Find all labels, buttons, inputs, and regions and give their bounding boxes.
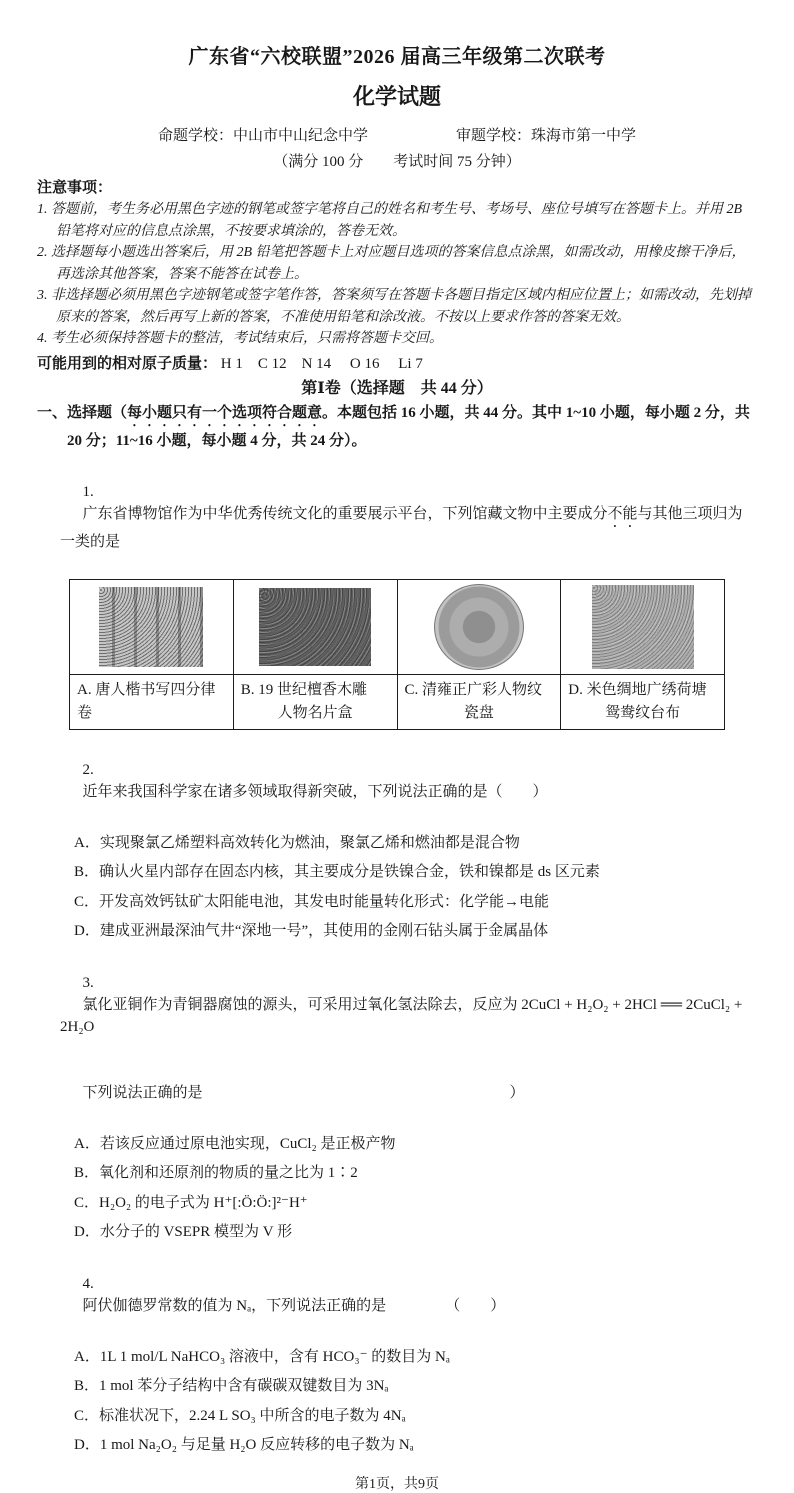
exam-subject-title: 化学试题 xyxy=(352,84,441,109)
question-3-option-a: A．若该反应通过原电池实现，CuCl₂ 是正极产物 xyxy=(74,1135,396,1152)
porcelain-plate-photo xyxy=(434,584,524,670)
question-4-stem-text: 阿伏伽德罗常数的值为 Nₐ，下列说法正确的是 xyxy=(82,1297,387,1314)
artifact-table xyxy=(69,579,725,730)
question-3-number: 3. xyxy=(82,974,94,991)
reviewer-school: 审题学校：珠海市第一中学 xyxy=(456,128,637,144)
artifact-caption-row xyxy=(70,674,725,729)
question-4-option-a: A．1L 1 mol/L NaHCO₃ 溶液中，含有 HCO₃⁻ 的数目为 Nₐ xyxy=(74,1348,450,1365)
artifact-cell-c-caption xyxy=(397,674,561,729)
sandalwood-carving-box-photo xyxy=(259,588,371,666)
notice-item-3: 3. 非选择题必须用黑色字迹钢笔或签字笔作答，答案须写在答题卡各题目指定区域内相应位置上；如需改动，先划掉原来的答案，然后再写上新的答案，不准使用铅笔和涂改液。不按以上要求作答的答案无效。 xyxy=(37,288,751,325)
artifact-cell-b-image xyxy=(233,579,397,674)
score-and-time: （满分 100 分 考试时间 75 分钟） xyxy=(273,154,521,170)
section1-instr-pre: 一、选择题（ xyxy=(37,404,128,421)
atomic-mass-line xyxy=(37,353,757,375)
atomic-mass-values: H 1 C 12 N 14 O 16 Li 7 xyxy=(220,355,423,372)
section1-instr-post: 。本题包括 16 小题，共 44 分。其中 1~10 小题，每小题 2 分，共 20 分；11~16 小题，每小题 4 分，共 24 分）。 xyxy=(67,404,750,449)
question-4 xyxy=(37,1251,757,1457)
question-3 xyxy=(37,950,757,1244)
question-2-stem xyxy=(37,737,757,825)
question-1-stem xyxy=(37,459,757,575)
question-3-option-b: B．氧化剂和还原剂的物质的量之比为 1∶2 xyxy=(74,1165,358,1181)
question-1 xyxy=(37,459,757,730)
question-3-option-d: D．水分子的 VSEPR 模型为 V 形 xyxy=(74,1224,293,1240)
question-4-answer-bracket: （ ） xyxy=(445,1297,506,1314)
option-b-caption-line1: B. 19 世纪檀香木雕 xyxy=(240,681,368,698)
question-1-stem-post: 与其他三项归为一类的是 xyxy=(60,505,743,550)
question-4-option-b: B．1 mol 苯分子结构中含有碳碳双键数目为 3Nₐ xyxy=(74,1378,389,1394)
artifact-cell-a-image xyxy=(70,579,234,674)
option-d-caption-line1: D. 米色绸地广绣荷塘 xyxy=(568,681,707,698)
question-1-stem-emphasis: 不能 xyxy=(607,505,638,522)
question-4-number: 4. xyxy=(82,1275,94,1292)
atomic-mass-label: 可能用到的相对原子质量： xyxy=(37,355,218,372)
question-2-option-d: D．建成亚洲最深油气井“深地一号”，其使用的金刚石钻头属于金属晶体 xyxy=(74,923,549,939)
question-4-option-d: D．1 mol Na₂O₂ 与足量 H₂O 反应转移的电子数为 Nₐ xyxy=(74,1437,414,1453)
question-1-number: 1. xyxy=(82,483,94,500)
artifact-cell-b-caption xyxy=(233,674,397,729)
question-4-stem xyxy=(37,1251,757,1339)
question-3-stem: 3. 氯化亚铜作为青铜器腐蚀的源头，可采用过氧化氢法除去，反应为 2CuCl + H₂O₂ + 2HCl ══ 2CuCl₂ + 2H₂O 下列说法正确的是 ） xyxy=(60,974,747,1101)
school-info-row xyxy=(37,124,757,145)
section1-instructions xyxy=(37,402,757,452)
page-number-footer: 第1页，共9页 xyxy=(355,1476,439,1492)
notice-item-2: 2. 选择题每小题选出答案后，用 2B 铅笔把答题卡上对应题目选项的答案信息点涂黑，如需改动，用橡皮擦干净后，再选涂其他答案，答案不能答在试卷上。 xyxy=(37,245,746,282)
artifact-cell-a-caption xyxy=(70,674,234,729)
section1-instr-emphasis: 每小题只有一个选项符合题意 xyxy=(127,404,323,421)
question-1-stem-pre: 广东省博物馆作为中华优秀传统文化的重要展示平台，下列馆藏文物中主要成分 xyxy=(82,505,608,522)
option-d-caption-line2: 鸳鸯纹台布 xyxy=(605,704,681,721)
notice-item-4: 4. 考生必须保持答题卡的整洁，考试结束后，只需将答题卡交回。 xyxy=(37,331,443,346)
question-2-stem-text: 近年来我国科学家在诸多领域取得新突破，下列说法正确的是（ ） xyxy=(82,783,548,800)
option-c-caption-line1: C. 清雍正广彩人物纹 xyxy=(404,681,543,698)
notices-heading: 注意事项： xyxy=(37,180,113,196)
setter-school: 命题学校：中山市中山纪念中学 xyxy=(157,128,368,144)
artifact-image-row xyxy=(70,579,725,674)
question-2 xyxy=(37,737,757,943)
question-2-option-a: A．实现聚氯乙烯塑料高效转化为燃油，聚氯乙烯和燃油都是混合物 xyxy=(74,834,520,851)
exam-title: 广东省“六校联盟”2026 届高三年级第二次联考 xyxy=(188,46,606,68)
option-a-caption-line1: A. 唐人楷书写四分律卷 xyxy=(77,681,216,721)
question-2-number: 2. xyxy=(82,761,94,778)
calligraphy-scroll-photo xyxy=(99,587,203,667)
option-b-caption-line2: 人物名片盒 xyxy=(277,704,353,721)
question-3-stem-line1: 氯化亚铜作为青铜器腐蚀的源头，可采用过氧化氢法除去，反应为 2CuCl + H₂O₂ + 2HCl ══ 2CuCl₂ + 2H₂O xyxy=(60,996,747,1035)
question-2-option-c: C．开发高效钙钛矿太阳能电池，其发电时能量转化形式：化学能→电能 xyxy=(74,893,550,910)
embroidered-tablecloth-photo xyxy=(592,585,694,669)
question-3-option-c: C．H₂O₂ 的电子式为 H⁺[:Ö:Ö:]²⁻H⁺ xyxy=(74,1194,308,1211)
option-c-caption-line2: 瓷盘 xyxy=(463,704,494,721)
artifact-cell-c-image xyxy=(397,579,561,674)
notices-section xyxy=(37,178,757,350)
question-2-option-b: B．确认火星内部存在固态内核，其主要成分是铁镍合金，铁和镍都是 ds 区元素 xyxy=(74,864,600,880)
artifact-cell-d-image xyxy=(561,579,725,674)
section1-title: 第Ⅰ卷（选择题 共 44 分） xyxy=(301,379,493,397)
question-3-stem-line2: 下列说法正确的是 xyxy=(82,1084,203,1101)
notice-item-1: 1. 答题前，考生务必用黑色字迹的钢笔或签字笔将自己的姓名和考生号、考场号、座位号填写在答题卡上。并用 2B 铅笔将对应的信息点涂黑，不按要求填涂的，答卷无效。 xyxy=(37,202,743,239)
artifact-cell-d-caption xyxy=(561,674,725,729)
question-4-option-c: C．标准状况下，2.24 L SO₃ 中所含的电子数为 4Nₐ xyxy=(74,1407,406,1424)
